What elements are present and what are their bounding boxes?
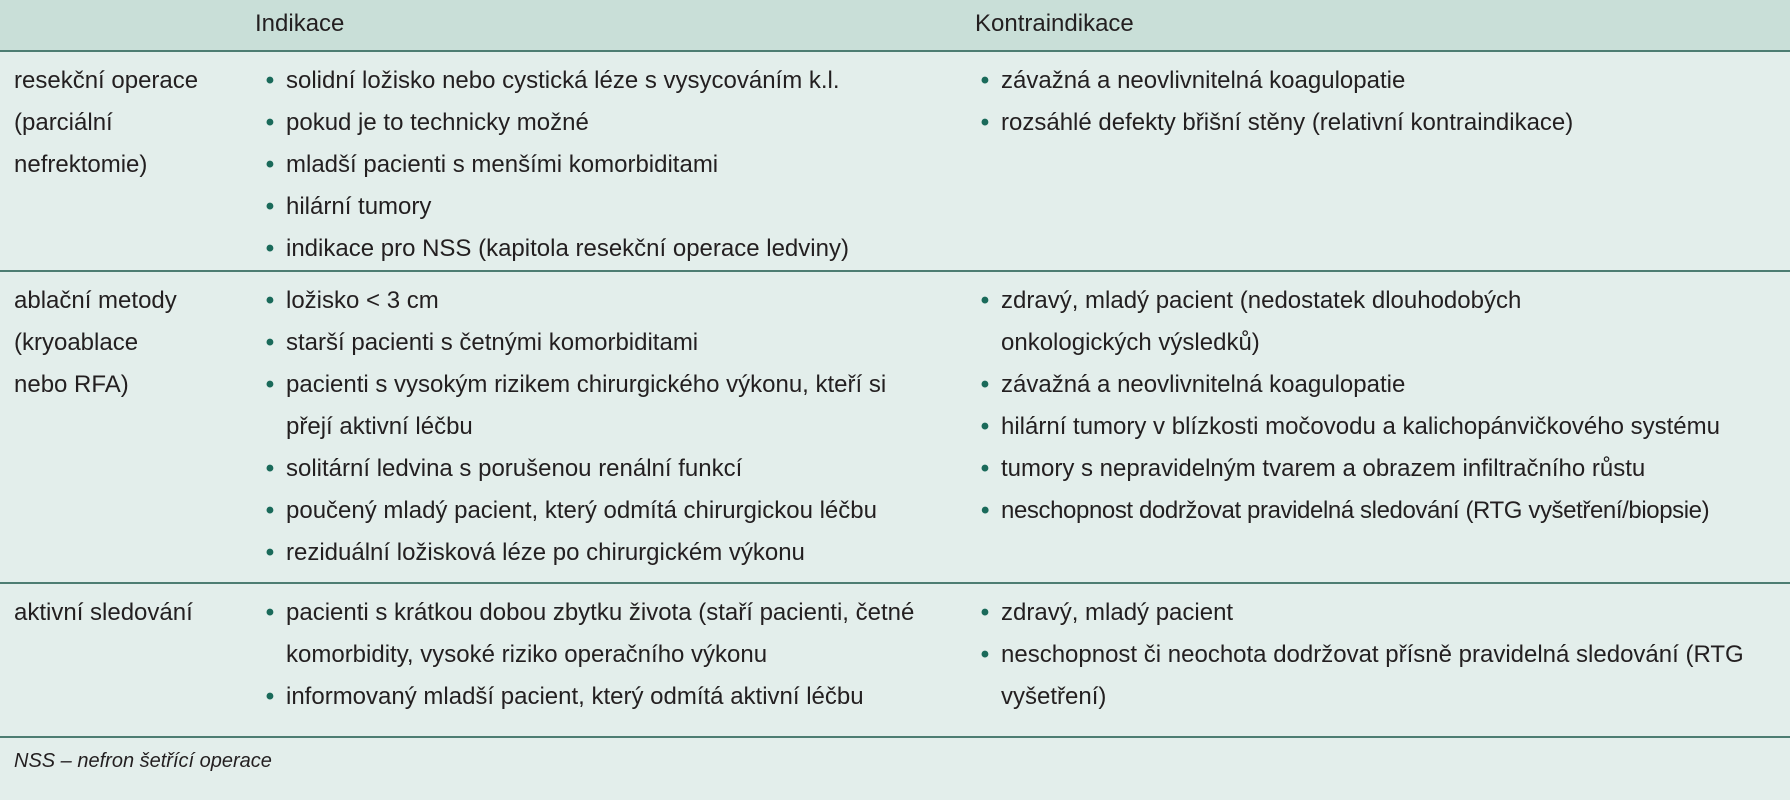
list-item: • pacienti s vysokým rizikem chirurgického výkonu, kteří si přejí aktivní léčbu — [260, 364, 906, 448]
list-item: • pokud je to technicky možné — [260, 102, 960, 144]
bullet-icon: • — [265, 455, 275, 482]
list-item: • závažná a neovlivnitelná koagulopatie — [975, 364, 1741, 406]
kontraindikace-list — [975, 280, 1775, 532]
bullet-icon: • — [265, 151, 275, 178]
list-item: • solitární ledvina s porušenou renální funkcí — [260, 448, 960, 490]
list-item: • rozsáhlé defekty břišní stěny (relativní kontraindikace) — [975, 102, 1775, 144]
bullet-icon: • — [265, 539, 275, 566]
bullet-icon: • — [265, 371, 275, 398]
bullet-icon: • — [980, 67, 990, 94]
header-indikace: Indikace — [255, 10, 345, 37]
row-label-line: ablační metody — [14, 287, 177, 314]
bullet-icon: • — [980, 287, 990, 314]
bullet-icon: • — [265, 109, 275, 136]
bullet-icon: • — [265, 497, 275, 524]
footnote-row — [0, 740, 1790, 800]
list-item: • indikace pro NSS (kapitola resekční operace ledviny) — [260, 228, 960, 270]
table-row — [0, 272, 1790, 584]
row-label — [14, 60, 244, 186]
row-label-line: (parciální — [14, 109, 113, 136]
bullet-icon: • — [265, 235, 275, 262]
indikace-list — [260, 592, 960, 718]
bullet-icon: • — [980, 641, 990, 668]
list-item: • solidní ložisko nebo cystická léze s vysycováním k.l. — [260, 60, 960, 102]
bullet-icon: • — [265, 287, 275, 314]
list-item: • mladší pacienti s menšími komorbiditami — [260, 144, 960, 186]
header-kontraindikace: Kontraindikace — [975, 10, 1134, 37]
list-item: • ložisko < 3 cm — [260, 280, 960, 322]
table-header-row — [0, 0, 1790, 52]
table-row — [0, 52, 1790, 272]
row-label-line: resekční operace — [14, 67, 199, 94]
row-label-line: aktivní sledování — [14, 599, 193, 626]
bullet-icon: • — [980, 371, 990, 398]
bullet-icon: • — [265, 599, 275, 626]
bullet-icon: • — [980, 599, 990, 626]
list-item: • reziduální ložisková léze po chirurgickém výkonu — [260, 532, 960, 574]
bullet-icon: • — [980, 109, 990, 136]
bullet-icon: • — [980, 413, 990, 440]
footnote: NSS – nefron šetřící operace — [14, 750, 272, 772]
list-item: • neschopnost dodržovat pravidelná sledování (RTG vyšetření/biopsie) — [975, 490, 1790, 532]
kontraindikace-list — [975, 60, 1775, 144]
row-label-line: nebo RFA) — [14, 371, 129, 398]
indikace-list — [260, 280, 960, 574]
bullet-icon: • — [265, 683, 275, 710]
bullet-icon: • — [265, 329, 275, 356]
list-item: • tumory s nepravidelným tvarem a obrazem infiltračního růstu — [975, 448, 1790, 490]
list-item: • hilární tumory — [260, 186, 960, 228]
list-item: • hilární tumory v blízkosti močovodu a kalichopánvičkového systému — [975, 406, 1741, 448]
row-label-line: (kryoablace — [14, 329, 139, 356]
row-label — [14, 592, 244, 634]
list-item: • pacienti s krátkou dobou zbytku života (staří pacienti, četné komorbidity, vysoké riziko operačního výkonu — [260, 592, 966, 676]
row-label — [14, 280, 244, 406]
list-item: • starší pacienti s četnými komorbiditami — [260, 322, 960, 364]
kontraindikace-list — [975, 592, 1775, 718]
list-item: • závažná a neovlivnitelná koagulopatie — [975, 60, 1775, 102]
bullet-icon: • — [265, 67, 275, 94]
list-item: • poučený mladý pacient, který odmítá chirurgickou léčbu — [260, 490, 960, 532]
table-row — [0, 584, 1790, 738]
bullet-icon: • — [980, 455, 990, 482]
bullet-icon: • — [980, 497, 989, 524]
list-item: • zdravý, mladý pacient (nedostatek dlouhodobých onkologických výsledků) — [975, 280, 1601, 364]
bullet-icon: • — [265, 193, 275, 220]
list-item: • zdravý, mladý pacient — [975, 592, 1775, 634]
indikace-list — [260, 60, 960, 270]
row-label-line: nefrektomie) — [14, 151, 148, 178]
list-item: • informovaný mladší pacient, který odmítá aktivní léčbu — [260, 676, 960, 718]
list-item: • neschopnost či neochota dodržovat přísně pravidelná sledování (RTG vyšetření) — [975, 634, 1790, 718]
